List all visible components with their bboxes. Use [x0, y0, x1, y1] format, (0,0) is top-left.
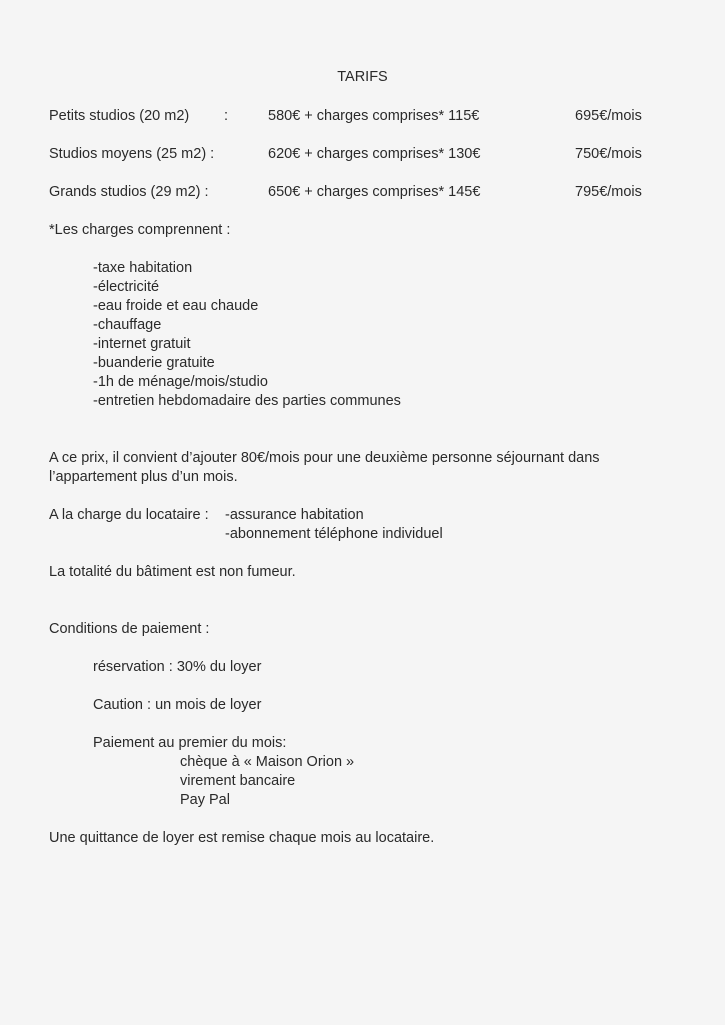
receipt-note: Une quittance de loyer est remise chaque mois au locataire. [49, 830, 435, 846]
charge-item: -eau froide et eau chaude [93, 298, 259, 314]
charge-item: -entretien hebdomadaire des parties communes [93, 393, 401, 409]
tarif-label: Grands studios (29 m2) : [49, 184, 209, 200]
charge-item: -buanderie gratuite [93, 355, 215, 371]
tarif-total: 750€/mois [575, 146, 642, 162]
tenant-charge-item: -abonnement téléphone individuel [225, 526, 443, 542]
second-person-line1: A ce prix, il convient d’ajouter 80€/mois pour une deuxième personne séjournant dans [49, 450, 600, 466]
payment-heading: Conditions de paiement : [49, 621, 210, 637]
tarif-colon: : [224, 108, 229, 124]
tarif-total: 795€/mois [575, 184, 642, 200]
tarif-calc: 620€ + charges comprises* 130€ [268, 146, 481, 162]
tenant-charges-label: A la charge du locataire : [49, 507, 209, 523]
tarif-label: Studios moyens (25 m2) : [49, 146, 215, 162]
tarif-calc: 650€ + charges comprises* 145€ [268, 184, 481, 200]
tenant-charge-item: -assurance habitation [225, 507, 364, 523]
payment-method: chèque à « Maison Orion » [180, 754, 355, 770]
page-title: TARIFS [337, 69, 388, 85]
tarif-calc: 580€ + charges comprises* 115€ [268, 108, 480, 124]
payment-deposit: Caution : un mois de loyer [93, 697, 262, 713]
payment-method: Pay Pal [180, 792, 230, 808]
second-person-line2: l’appartement plus d’un mois. [49, 469, 238, 485]
charge-item: -électricité [93, 279, 160, 295]
charge-item: -chauffage [93, 317, 162, 333]
payment-method: virement bancaire [180, 773, 296, 789]
charge-item: -1h de ménage/mois/studio [93, 374, 268, 390]
charges-intro: *Les charges comprennent : [49, 222, 231, 238]
tarif-total: 695€/mois [575, 108, 642, 124]
payment-reservation: réservation : 30% du loyer [93, 659, 262, 675]
charge-item: -internet gratuit [93, 336, 191, 352]
payment-monthly-label: Paiement au premier du mois: [93, 735, 287, 751]
charge-item: -taxe habitation [93, 260, 193, 276]
tarif-label: Petits studios (20 m2) [49, 108, 190, 124]
non-smoking-note: La totalité du bâtiment est non fumeur. [49, 564, 296, 580]
